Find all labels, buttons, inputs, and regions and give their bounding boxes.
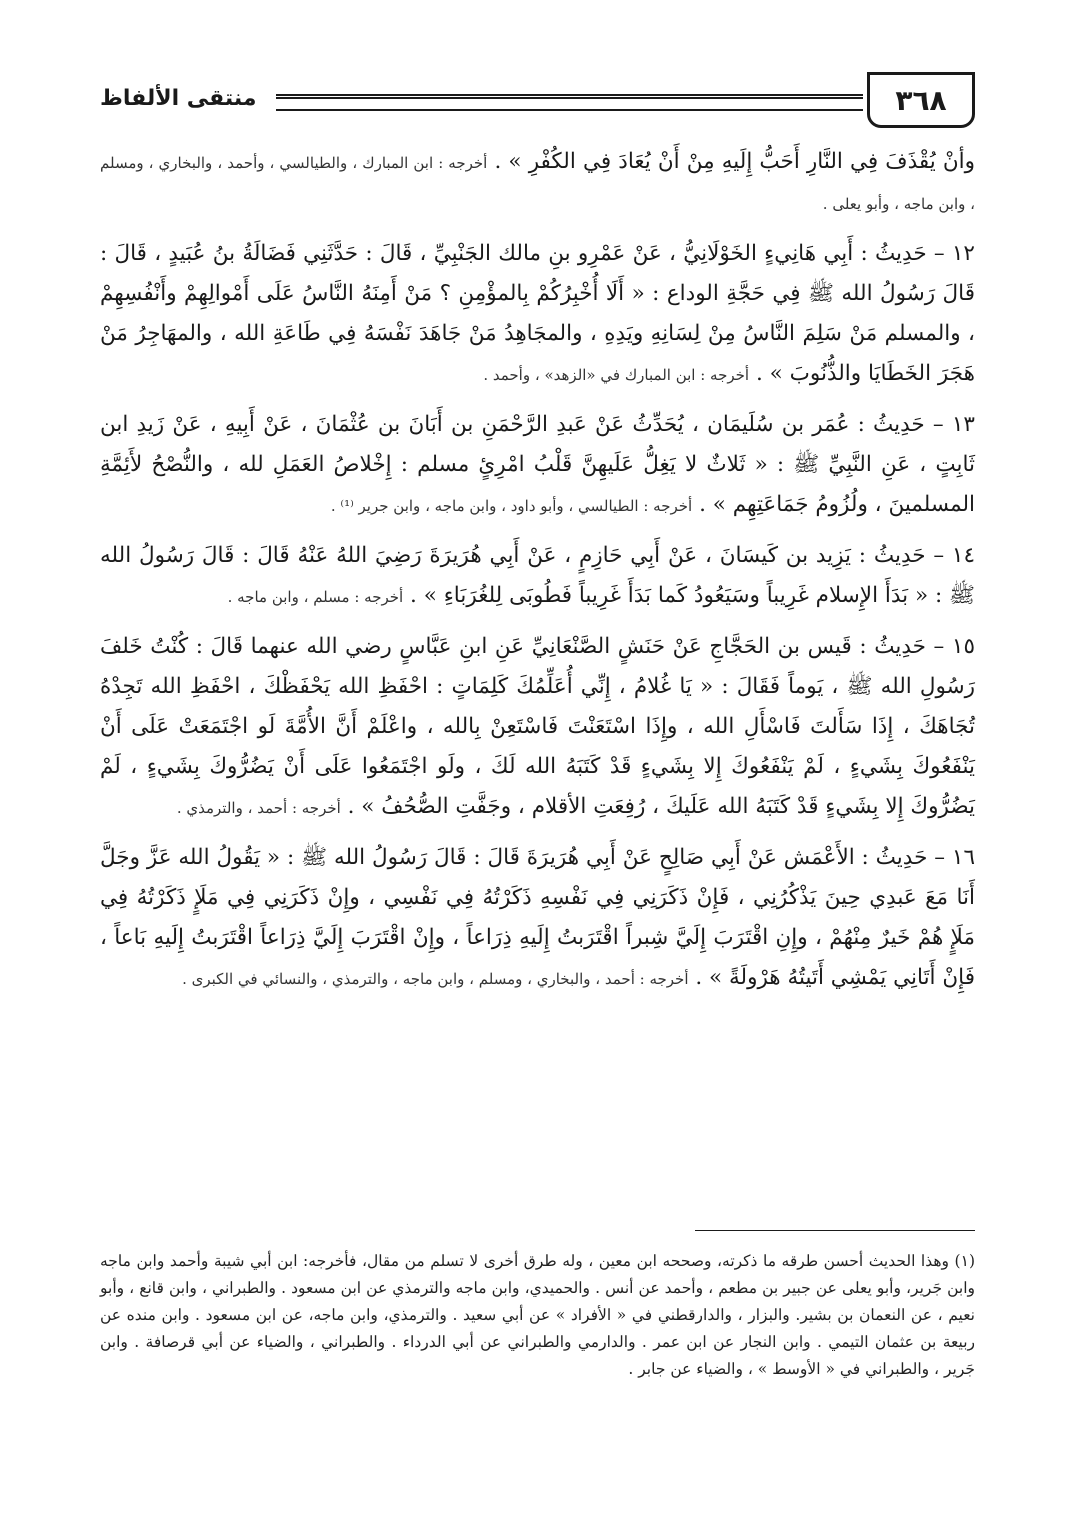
page-number: ٣٦٨ — [895, 83, 947, 117]
header-double-rule — [276, 94, 863, 111]
footnotes — [100, 1248, 975, 1383]
footnote-1: (١) وهذا الحديث أحسن طرقه ما ذكرته، وصححه ابن معين ، وله طرق أخرى لا تسلم من مقال، فأخرجه: ابن أبي شيبة وأحمد وابن ماجه وابن جَرير، وأبو يعلى عن جبير بن مطعم ، وأحمد عن أنس . والحميدي، وابن ماجه والترمذي عن ابن مسعود . والطبراني ، وابن قانع ، وأبو نعيم ، عن النعمان بن بشير. والبزار ، والدارقطني في « الأفراد » عن أبي سعيد . والترمذي، وابن ماجه، عن ابن مسعود . وابن منده عن ربيعة بن عثمان التيمي . وابن النجار عن ابن عمر . والدارمي والطبراني عن أبي الدرداء . والطبراني ، والضياء عن أبي قرصافة . وابن جَرير ، والطبراني في « الأوسط » ، والضياء عن جابر . — [100, 1252, 975, 1378]
hadith-14 — [100, 536, 975, 617]
main-text — [100, 142, 975, 1009]
hadith-number: ١٦ – — [934, 845, 975, 870]
hadith-13 — [100, 405, 975, 526]
hadith-source: أخرجه : مسلم ، وابن ماجه . — [227, 588, 404, 606]
hadith-text: حَدِيثُ : الأَعْمَش عَنْ أَبِي صَالِحٍ عَنْ أَبِي هُرَيرَةَ قَالَ : قَالَ رَسُولُ الله ﷺ : « يَقُولُ الله عَزَّ وجَلَّ أَنَا مَعَ عَبدِي حِينَ يَذْكُرُنِي ، فَإِنْ ذَكَرَنِي فِي نَفْسِهِ ذَكَرْتُهُ فِي نَفْسِي ، وإِنْ ذَكَرَنِي فِي مَلَإٍ ذَكَرْتُهُ فِي مَلَإٍ هُمْ خَيرٌ مِنْهُمْ ، وإِنِ اقْتَرَبَ إِلَيَّ شِبراً اقْتَرَبتُ إِلَيهِ ذِرَاعاً ، وإِنْ اقْتَرَبَ إِلَيَّ ذِرَاعاً اقْتَرَبتُ إِلَيهِ بَاعاً ، فَإِنْ أَتَانِي يَمْشِي أَتَيتُهُ هَرْولَةً » . — [100, 845, 975, 990]
footnote-separator — [695, 1230, 975, 1231]
hadith-text: وأنْ يُقْذَفَ فِي النَّارِ أَحَبُّ إِلَيهِ مِنْ أَنْ يُعَادَ فِي الكُفْرِ » . — [494, 149, 975, 174]
hadith-number: ١٣ – — [932, 412, 975, 437]
hadith-source: أخرجه : ابن المبارك ، والطيالسي ، وأحمد ، والبخاري ، ومسلم ، وابن ماجه ، وأبو يعلى . — [100, 154, 975, 213]
page-header — [100, 72, 975, 132]
hadith-source: أخرجه : أحمد ، والبخاري ، ومسلم ، وابن ماجه ، والترمذي ، والنسائي في الكبرى . — [182, 970, 689, 988]
hadith-16 — [100, 838, 975, 999]
hadith-number: ١٥ – — [933, 634, 975, 659]
hadith-source: أخرجه : الطيالسي ، وأبو داود ، وابن ماجه ، وابن جرير ⁽¹⁾ . — [330, 497, 693, 515]
hadith-number: ١٢ – — [933, 241, 975, 266]
hadith-source: أخرجه : ابن المبارك في «الزهد» ، وأحمد . — [483, 366, 750, 384]
hadith-12 — [100, 234, 975, 395]
hadith-text: حَدِيثُ : قَيس بن الحَجَّاجِ عَنْ حَنَشٍ الصَّنْعَانِيِّ عَنِ ابنِ عَبَّاسٍ رضي الله عنهما قَالَ : كُنْتُ خَلفَ رَسُولِ الله ﷺ ، يَوماً فَقَالَ : « يَا غُلامُ ، إِنِّي أُعَلِّمُكَ كَلِمَاتٍ : احْفَظِ الله يَحْفَظْكَ ، احْفَظِ الله تَجِدْهُ تُجَاهَكَ ، إِذَا سَأَلتَ فَاسْأَلِ الله ، وإِذَا اسْتَعَنْتَ فَاسْتَعِنْ بِالله ، واعْلَمْ أَنَّ الأُمَّةَ لَو اجْتَمَعَتْ عَلَى أَنْ يَنْفَعُوكَ بِشَيءٍ ، لَمْ يَنْفَعُوكَ إِلا بِشَيءٍ قَدْ كَتَبَهُ الله لَكَ ، ولَو اجْتَمَعُوا عَلَى أَنْ يَضُرُّوكَ بِشَيءٍ ، لَمْ يَضُرُّوكَ إِلا بِشَيءٍ قَدْ كَتَبَهُ الله عَلَيكَ ، رُفِعَتِ الأقلام ، وجَفَّتِ الصُّحُفُ » . — [100, 634, 975, 819]
page-number-box — [867, 72, 975, 128]
hadith-source: أخرجه : أحمد ، والترمذي . — [176, 799, 341, 817]
hadith-number: ١٤ – — [933, 543, 976, 568]
hadith-text: حَدِيثُ : أَبِي هَانِيءٍ الخَوْلَانِيُّ ، عَنْ عَمْرِو بنِ مالك الجَنْبِيِّ ، قَالَ : حَدَّثَنِي فَضَالَةُ بنُ عُبَيدٍ ، قَالَ : قَالَ رَسُولُ الله ﷺ فِي حَجَّةِ الوداع : « أَلَا أُخْبِرُكُمْ بِالمؤْمِنِ ؟ مَنْ أَمِنَهُ النَّاسُ عَلَى أَمْوالِهِمْ وأَنْفُسِهِمْ ، والمسلم مَنْ سَلِمَ النَّاسُ مِنْ لِسَانِهِ ويَدِهِ ، والمجَاهِدُ مَنْ جَاهَدَ نَفْسَهُ فِي طَاعَةِ الله ، والمهَاجِرُ مَنْ هَجَرَ الخَطَايَا والذُّنُوبَ » . — [100, 241, 975, 386]
hadith-15 — [100, 627, 975, 828]
hadith-text: حَدِيثُ : عُمَر بن سُلَيمَان ، يُحَدِّثُ عَنْ عَبدِ الرَّحْمَنِ بن أَبَانَ بن عُثْمَانَ ، عَنْ أَبِيهِ ، عَنْ زَيدِ ابن ثَابِتٍ ، عَنِ النَّبِيِّ ﷺ : « ثَلاثٌ لا يَغِلُّ عَلَيهِنَّ قَلْبُ امْرِئٍ مسلم : إِخْلاصُ العَمَلِ لله ، والنُّصْحُ لأَئِمَّةِ المسلمينَ ، ولُزُومُ جَمَاعَتِهِم » . — [100, 412, 975, 517]
hadith-text: حَدِيثُ : يَزِيد بن كَيسَانَ ، عَنْ أَبِي حَازِمٍ ، عَنْ أَبِي هُرَيرَةَ رَضِيَ اللهُ عَنْهُ قَالَ : قَالَ رَسُولُ الله ﷺ : « بَدَأَ الإِسلام غَرِيباً وسَيَعُودُ كَما بَدَأَ غَرِيباً فَطُوبَى لِلغُرَبَاءِ » . — [100, 543, 975, 608]
paragraph-continuation — [100, 142, 975, 224]
book-title: منتقى الألفاظ — [100, 86, 257, 111]
